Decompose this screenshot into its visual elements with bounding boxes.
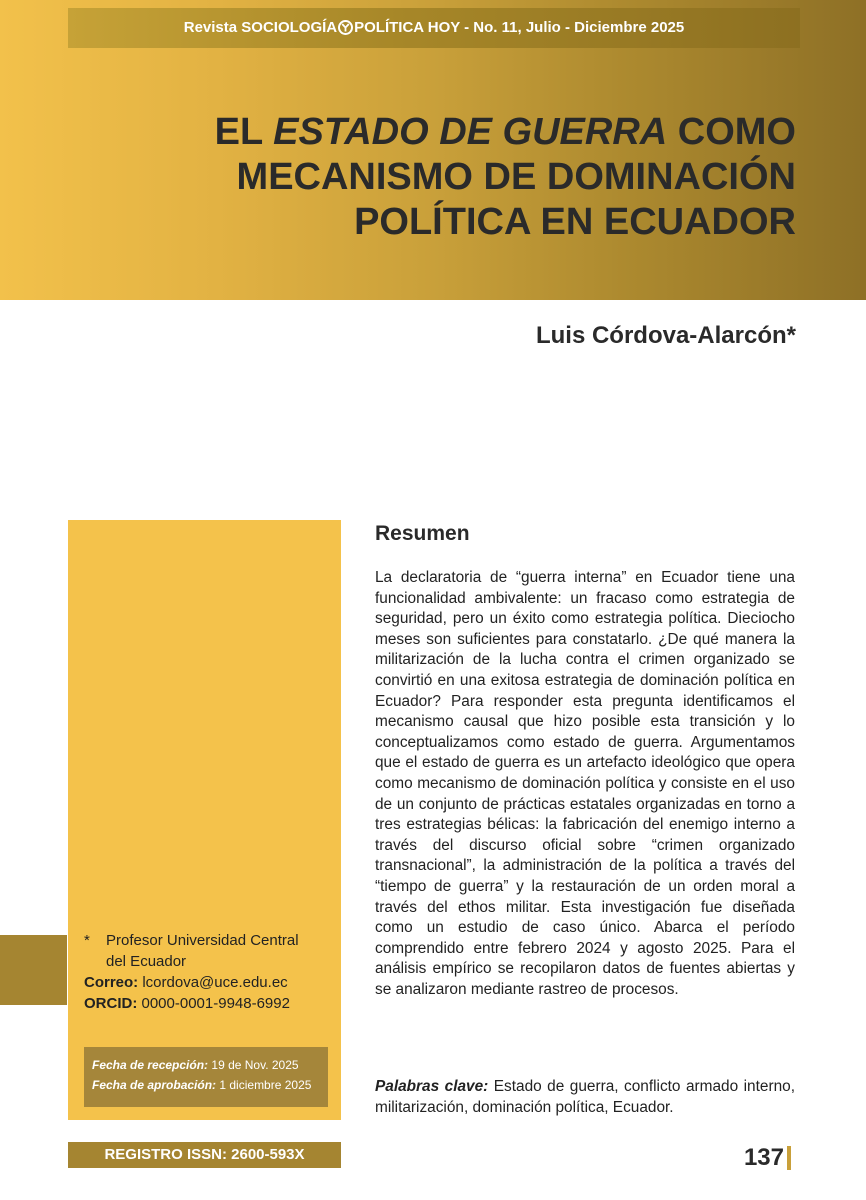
title-line-3: POLÍTICA EN ECUADOR [354,201,796,243]
affiliation-line: del Ecuador [106,953,187,970]
decorative-square [0,935,67,1005]
approved-value: 1 diciembre 2025 [219,1078,312,1092]
title-line-2: MECANISMO DE DOMINACIÓN [236,156,796,198]
received-label: Fecha de recepción: [92,1058,209,1072]
keywords [375,1077,795,1118]
received-value: 19 de Nov. 2025 [211,1058,299,1072]
author-name: Luis Córdova-Alarcón* [535,322,796,349]
approved-label: Fecha de aprobación: [92,1078,217,1092]
issn-registration: REGISTRO ISSN: 2600-593X [68,1142,341,1168]
approved-date [92,1075,328,1095]
email-line [84,972,338,993]
page-number-bar [787,1146,791,1170]
journal-name-suffix: POLÍTICA HOY - No. 11, Julio - Diciembre 2025 [354,19,685,36]
author-affiliation [84,930,338,1014]
received-date [92,1055,328,1075]
journal-header [68,8,800,48]
orcid-label: ORCID: [84,995,138,1012]
keywords-value: Estado de guerra, conflicto armado interno, militarización, dominación política, Ecuador. [375,1078,795,1116]
affiliation-line [84,930,338,951]
title-text: COMO [667,111,796,153]
orcid-value: 0000-0001-9948-6992 [141,995,290,1012]
title-line-1 [156,110,796,155]
journal-name-prefix: Revista SOCIOLOGÍA [183,19,338,36]
affiliation-marker: * [84,932,90,949]
dates-box [84,1047,328,1107]
page-number: 137 [743,1144,784,1171]
abstract-heading: Resumen [375,522,470,545]
keywords-label: Palabras clave: [375,1078,489,1095]
affiliation-text: Profesor Universidad Central [106,932,299,949]
title-text: EL [214,111,274,153]
article-title [156,110,796,245]
orcid-line [84,993,338,1014]
sidebar-panel [68,520,341,1120]
title-italic-text: ESTADO DE GUERRA [273,111,668,153]
abstract-text: La declaratoria de “guerra interna” en Ecuador tiene una funcionalidad ambivalente: un fracaso como estrategia de seguridad, pero un éxito como estrategia política. Dieciocho meses son suficientes para constatarlo. ¿De qué manera la militarización de la lucha contra el crimen organizado se convirtió en una exitosa estrategia de dominación política en Ecuador? Para responder esta pregunta identificamos el mecanismo causal que hizo posible esta transición y lo conceptualizamos como estado de guerra. Argumentamos que el estado de guerra es un artefacto ideológico que opera como mecanismo de dominación política y consiste en el uso de un conjunto de prácticas estatales organizadas en torno a tres estrategias bélicas: la fabricación del enemigo interno a través del discurso oficial sobre “crimen organizado transnacional”, la administración de la política a través del “tiempo de guerra” y la restauración de un orden moral a través del ethos militar. Esta investigación fue diseñada como un estudio de caso único. Abarca el período comprendido entre febrero 2024 y agosto 2025. Para el análisis empírico se recopilaron datos de fuentes abiertas y se analizaron mediante rastreo de procesos. [375,569,795,998]
email-label: Correo: [84,974,139,991]
email-value: lcordova@uce.edu.ec [142,974,288,991]
y-circle-icon [338,20,353,35]
